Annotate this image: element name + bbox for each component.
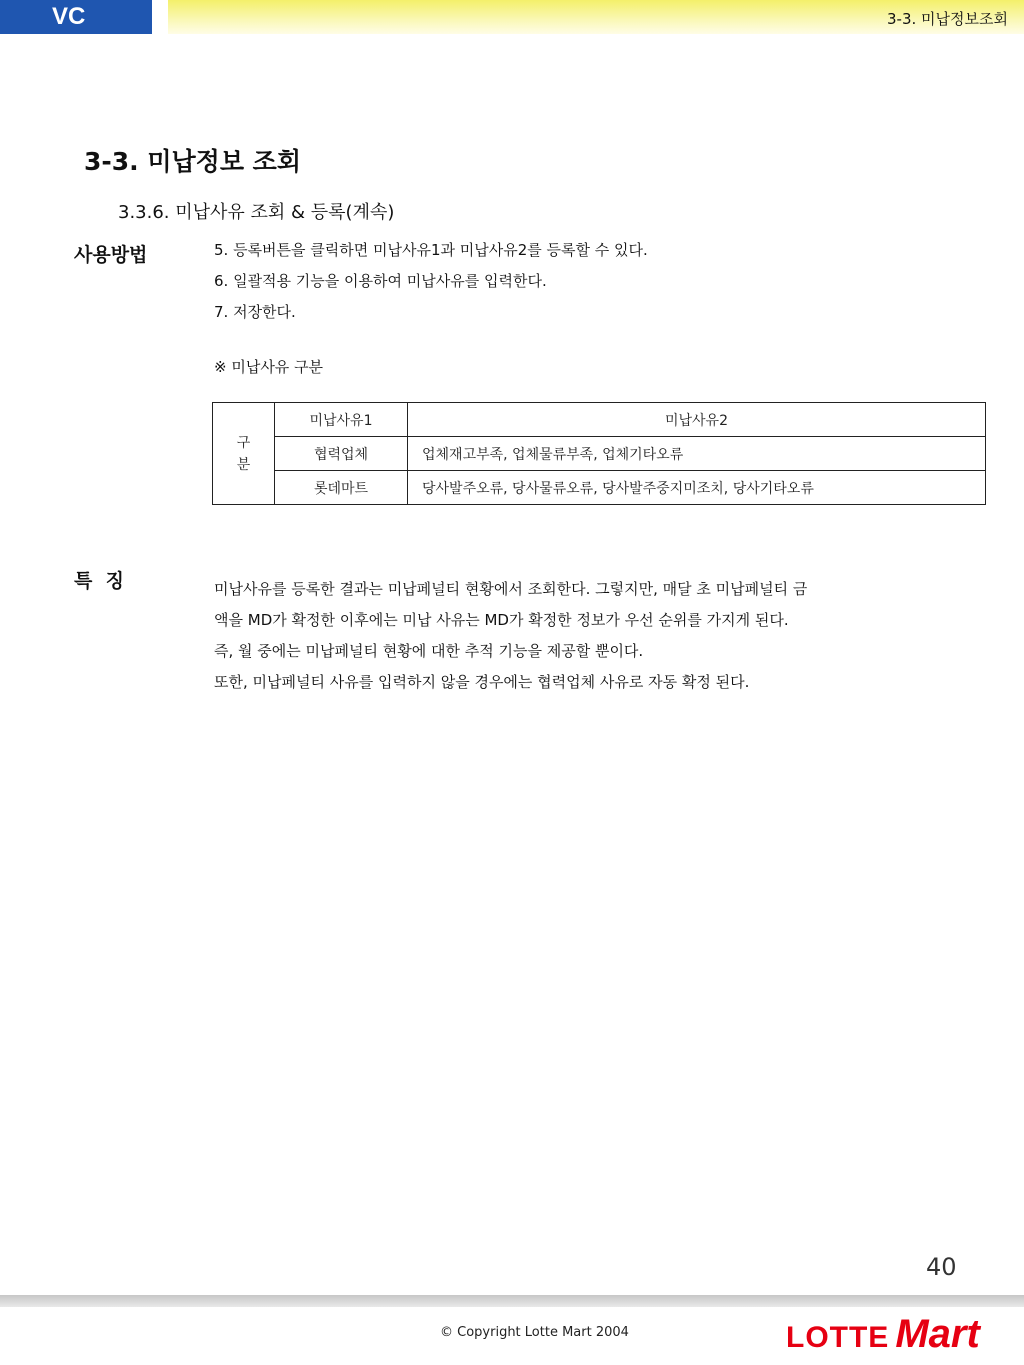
- copyright-text: © Copyright Lotte Mart 2004: [440, 1325, 629, 1340]
- usage-step: 6. 일괄적용 기능을 이용하여 미납사유를 입력한다.: [214, 272, 547, 290]
- page-number: 40: [926, 1253, 957, 1281]
- table-row: [213, 437, 986, 471]
- features-label: 특 징: [74, 570, 124, 592]
- features-text: [214, 576, 994, 700]
- header-reason2: 미납사유2: [408, 403, 986, 437]
- row-reasons: 당사발주오류, 당사물류오류, 당사발주중지미조치, 당사기타오류: [408, 471, 986, 505]
- row-reasons: 업체재고부족, 업체물류부족, 업체기타오류: [408, 437, 986, 471]
- feature-line: 즉, 월 중에는 미납페널티 현황에 대한 추적 기능을 제공할 뿐이다.: [214, 642, 644, 660]
- section-title: 3-3. 미납정보 조회: [84, 147, 301, 176]
- logo-lotte: LOTTE: [786, 1321, 890, 1354]
- group-label-cell: [213, 403, 275, 505]
- lotte-mart-logo: [786, 1312, 980, 1357]
- usage-label: 사용방법: [74, 244, 148, 266]
- row-category: 롯데마트: [275, 471, 408, 505]
- row-category: 협력업체: [275, 437, 408, 471]
- usage-steps: [214, 238, 648, 331]
- usage-step: 7. 저장한다.: [214, 303, 296, 321]
- reason-table: [212, 402, 986, 505]
- footer-bar: [0, 1295, 1024, 1307]
- feature-line: 또한, 미납페널티 사유를 입력하지 않을 경우에는 협력업체 사유로 자동 확정 된다.: [214, 673, 750, 691]
- table-row: [213, 471, 986, 505]
- feature-line: 액을 MD가 확정한 이후에는 미납 사유는 MD가 확정한 정보가 우선 순위를 가지게 된다.: [214, 611, 789, 629]
- vc-badge: VC: [0, 0, 152, 34]
- header-band: [168, 0, 1024, 34]
- reason-note: ※ 미납사유 구분: [214, 358, 324, 376]
- subsection-title: 3.3.6. 미납사유 조회 & 등록(계속): [118, 202, 395, 223]
- header-title: 3-3. 미납정보조회: [887, 10, 1008, 28]
- logo-mart: Mart: [895, 1312, 980, 1356]
- feature-line: 미납사유를 등록한 결과는 미납페널티 현황에서 조회한다. 그렇지만, 매달 초 미납페널티 금: [214, 580, 808, 598]
- header-reason1: 미납사유1: [275, 403, 408, 437]
- usage-step: 5. 등록버튼을 클릭하면 미납사유1과 미납사유2를 등록할 수 있다.: [214, 241, 648, 259]
- table-header-row: [213, 403, 986, 437]
- group-label: 구분: [236, 434, 251, 473]
